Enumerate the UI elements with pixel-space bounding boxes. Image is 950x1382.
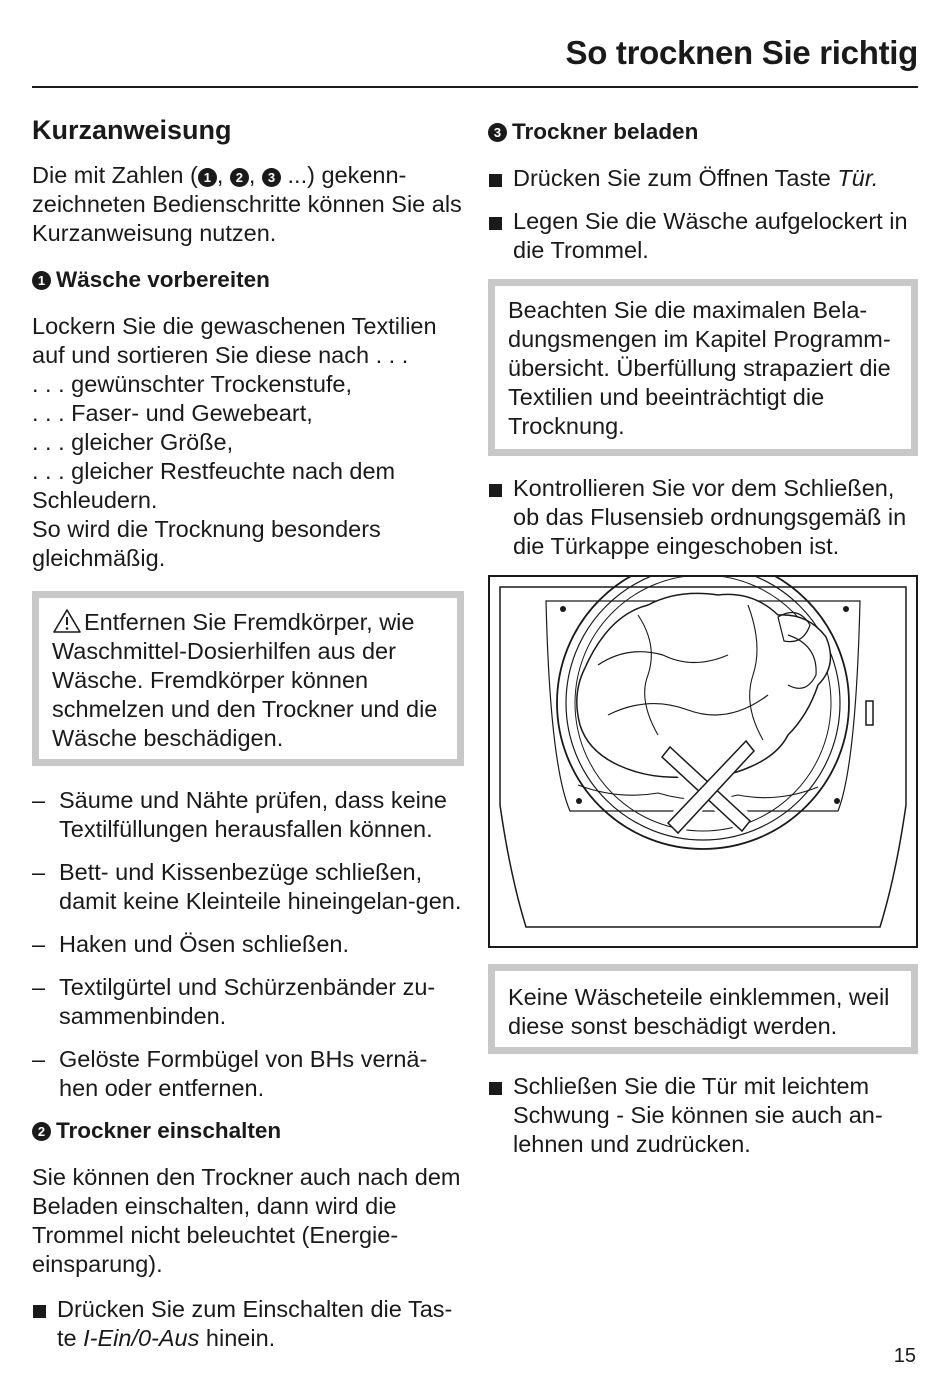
no-clamping-warning-box (488, 964, 918, 1054)
step-1-title: Wäsche vorbereiten (56, 267, 270, 292)
preparation-checklist (32, 786, 464, 1103)
step-2-bullets (32, 1295, 464, 1353)
step-1-marker-icon: 1 (198, 168, 217, 187)
step-1-number-icon: 1 (32, 271, 51, 290)
list-item: Schließen Sie die Tür mit leichtem Schwung - Sie können sie auch an-lehnen und zudrücken. (488, 1072, 918, 1159)
step-3-title: Trockner beladen (512, 119, 699, 144)
list-item: – Textilgürtel und Schürzenbänder zu-sammenbinden. (32, 973, 464, 1031)
step-1-line: . . . gewünschter Trockenstufe, (32, 371, 353, 397)
intro-text-end: ...) gekenn-zeichneten Bedienschritte können Sie als Kurzanweisung nutzen. (32, 162, 462, 246)
step-3-number-icon: 3 (488, 123, 507, 142)
left-column (32, 110, 464, 1367)
step-1-line: gleichmäßig. (32, 545, 166, 571)
foreign-objects-warning-box (32, 591, 464, 766)
door-key-label: Tür. (837, 165, 879, 191)
step-3-bullets-c (488, 1072, 918, 1159)
warning-text (52, 608, 444, 753)
dryer-drum-illustration (488, 575, 918, 948)
list-item: Legen Sie die Wäsche aufgelockert in die Trommel. (488, 207, 918, 265)
step-3-heading (488, 118, 918, 146)
list-item: – Gelöste Formbügel von BHs vernä-hen oder entfernen. (32, 1045, 464, 1103)
load-capacity-note-box (488, 279, 918, 456)
step-1-line: Lockern Sie die gewaschenen Textilien (32, 313, 437, 339)
step-3-bullets-b (488, 474, 918, 561)
warning-message: Entfernen Sie Fremdkörper, wie Waschmittel-Dosierhilfen aus der Wäsche. Fremdkörper können schmelzen und den Trockner und die Wäsche beschädigen. (52, 609, 438, 751)
bullet-text: hinein. (199, 1325, 276, 1351)
step-1-heading (32, 266, 464, 294)
note-text: Beachten Sie die maximalen Bela-dungsmengen im Kapitel Programm-übersicht. Überfüllung strapaziert die Textilien und beeinträchtigt die Trocknung. (508, 297, 891, 439)
list-item (488, 164, 918, 193)
step-3-marker-icon: 3 (262, 168, 281, 187)
step-1-line: auf und sortieren Sie diese nach . . . (32, 342, 409, 368)
section-heading: Kurzanweisung (32, 115, 232, 145)
note-text: Keine Wäscheteile einklemmen, weil diese sonst beschädigt werden. (508, 984, 890, 1039)
step-1-line: So wird die Trocknung besonders (32, 516, 381, 542)
step-1-line: Schleudern. (32, 487, 158, 513)
page-number: 15 (893, 1345, 916, 1367)
page-title: So trocknen Sie richtig (565, 34, 918, 71)
list-item: – Haken und Ösen schließen. (32, 930, 464, 959)
step-2-text: Sie können den Trockner auch nach dem Beladen einschalten, dann wird die Trommel nicht beleuchtet (Energie-einsparung). (32, 1164, 461, 1277)
step-1-text (32, 312, 464, 573)
intro-paragraph (32, 161, 464, 248)
list-item (32, 1295, 464, 1353)
step-3-bullets-a (488, 164, 918, 265)
list-item: – Säume und Nähte prüfen, dass keine Textilfüllungen herausfallen können. (32, 786, 464, 844)
dryer-drum-overfilled-x-icon (488, 575, 918, 948)
step-1-line: . . . gleicher Größe, (32, 429, 234, 455)
intro-sep: , (248, 162, 262, 188)
intro-sep: , (216, 162, 230, 188)
step-2-number-icon: 2 (32, 1122, 51, 1141)
list-item: – Bett- und Kissenbezüge schließen, damit keine Kleinteile hineingelan-gen. (32, 858, 464, 916)
right-column (488, 110, 918, 1173)
warning-triangle-icon (52, 608, 82, 634)
step-2-heading (32, 1117, 464, 1145)
step-2-marker-icon: 2 (230, 168, 249, 187)
step-2-title: Trockner einschalten (56, 1118, 282, 1143)
list-item: Kontrollieren Sie vor dem Schließen, ob das Flusensieb ordnungsgemäß in die Türkappe eingeschoben ist. (488, 474, 918, 561)
bullet-text: Drücken Sie zum Öffnen Taste (513, 165, 838, 191)
step-1-line: . . . Faser- und Gewebeart, (32, 400, 313, 426)
header-rule (32, 86, 918, 88)
bullet-text: Drücken Sie zum Einschalten die Tas-te (57, 1296, 453, 1351)
step-1-line: . . . gleicher Restfeuchte nach dem (32, 458, 396, 484)
power-key-label: I-Ein/0-Aus (83, 1325, 200, 1351)
intro-text-start: Die mit Zahlen ( (32, 162, 198, 188)
